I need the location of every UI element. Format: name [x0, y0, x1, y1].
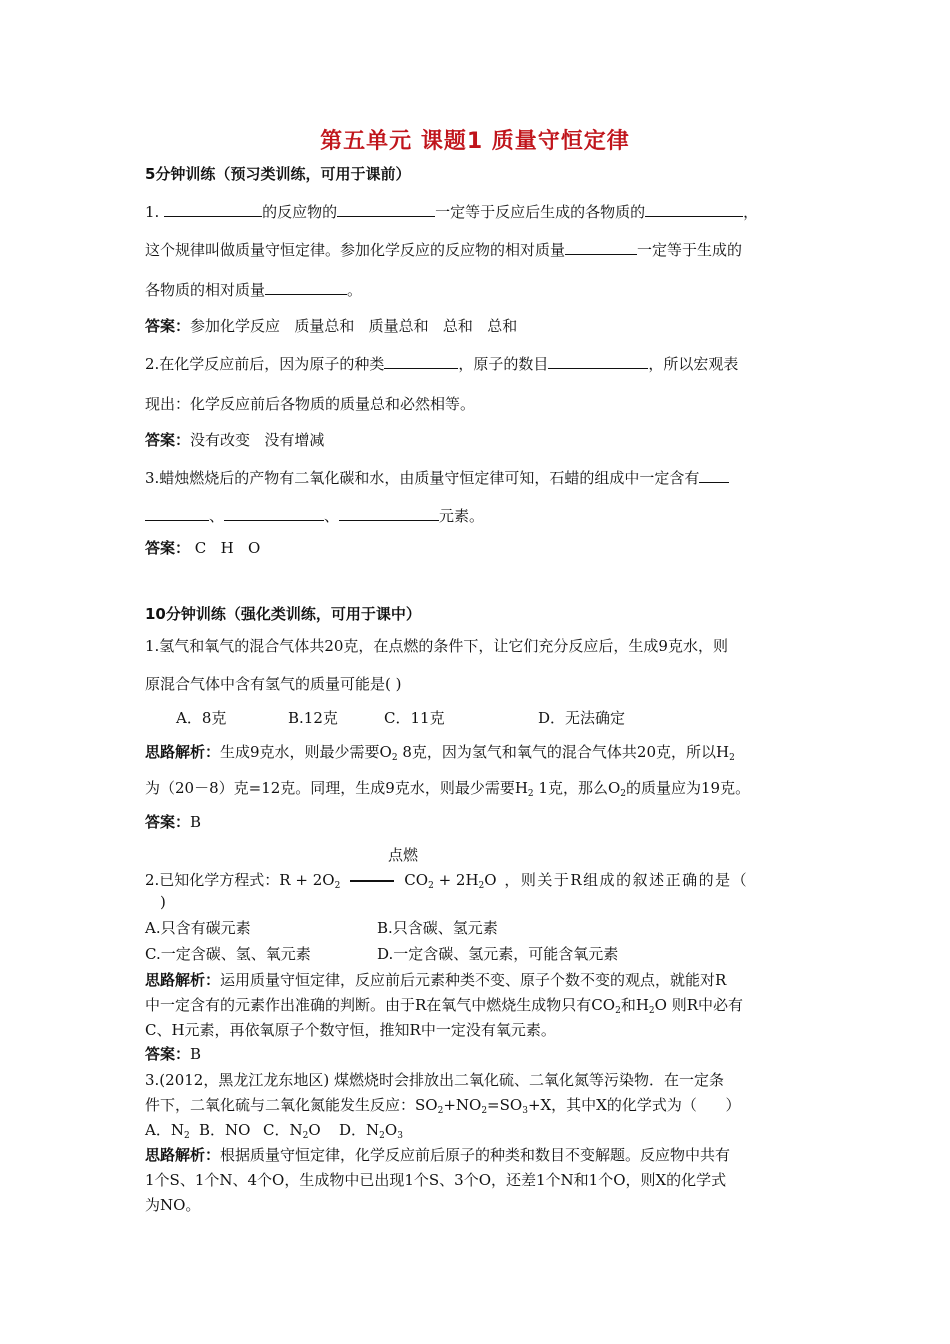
q1-text-2b: 一定等于生成的 — [637, 241, 743, 259]
subscript: 2 — [379, 1131, 385, 1141]
q1-answer — [145, 316, 517, 336]
s2q2-options-cd — [145, 944, 618, 964]
s2q3-analysis-3: 为NO。 — [145, 1196, 201, 1214]
option-c: C．11克 — [384, 709, 445, 727]
analysis-text: 运用质量守恒定律，反应前后元素种类不变、原子个数不变的观点，就能对R — [220, 971, 727, 989]
blank — [145, 506, 209, 521]
s2q2-equation-line — [145, 870, 748, 896]
option-a — [145, 1120, 199, 1146]
q1-line-3 — [145, 280, 362, 300]
q2-line-1 — [145, 354, 738, 374]
q1-text-d: ， — [743, 203, 759, 221]
equation-arrow — [350, 880, 394, 882]
subscript: 2 — [391, 753, 398, 763]
subscript: 3 — [522, 1106, 528, 1116]
option-text: D．N — [339, 1121, 380, 1139]
blank — [339, 506, 439, 521]
subscript: 2 — [481, 1106, 488, 1116]
subscript: 2 — [478, 881, 485, 891]
blank — [337, 202, 435, 217]
analysis-text: 8克，因为氢气和氧气的混合气体共20克，所以H — [397, 743, 730, 761]
subscript: 2 — [729, 753, 735, 763]
q2-answer — [145, 430, 324, 450]
option-b: B．NO — [199, 1121, 251, 1139]
q1-line-2 — [145, 240, 742, 260]
q1-text — [145, 202, 758, 222]
blank — [645, 202, 743, 217]
question-text: =SO — [487, 1096, 523, 1114]
s2q3-line-2 — [145, 1095, 740, 1121]
blank — [384, 354, 458, 369]
subscript: 2 — [334, 881, 341, 891]
q1-text-3a: 各物质的相对质量 — [145, 281, 266, 299]
blank — [699, 468, 729, 483]
answer-label: 答案： — [145, 1045, 191, 1063]
answer-label: 答案： — [145, 431, 191, 449]
equation-text: O ，则关于R组成的叙述正确的是（ — [484, 871, 749, 889]
s2q1-analysis-1 — [145, 742, 735, 768]
option-text: C．N — [263, 1121, 303, 1139]
option-b: B.12克 — [288, 709, 338, 727]
q1-number: 1. — [145, 203, 165, 221]
s2q1-line-2: 原混合气体中含有氢气的质量可能是( ) — [145, 675, 402, 693]
subscript: 2 — [648, 1006, 655, 1016]
answer-text: B — [190, 1045, 202, 1063]
s2q2-analysis-3: C、H元素，再依氧原子个数守恒，推知R中一定没有氧元素。 — [145, 1021, 556, 1039]
subscript: 2 — [527, 789, 534, 799]
s2q3-line-1: 3.(2012，黑龙江龙东地区) 煤燃烧时会排放出二氧化硫、二氧化氮等污染物．在一定条 — [145, 1071, 724, 1089]
s2q1-options — [176, 708, 625, 728]
subscript: 2 — [620, 789, 626, 799]
s2q1-line-1: 1.氢气和氧气的混合气体共20克，在点燃的条件下，让它们充分反应后，生成9克水，则 — [145, 637, 728, 655]
blank — [565, 240, 637, 255]
page-title: 第五单元 课题1 质量守恒定律 — [320, 129, 630, 154]
subscript: 3 — [397, 1131, 403, 1141]
blank — [224, 506, 324, 521]
option-c — [263, 1120, 339, 1146]
option-text: O — [308, 1121, 321, 1139]
analysis-text: 的质量应为19克。 — [626, 779, 751, 797]
s2q2-analysis-1 — [145, 970, 726, 990]
q3-line-2 — [145, 506, 484, 526]
reaction-condition: 点燃 — [388, 846, 419, 864]
blank — [164, 202, 262, 217]
s2q3-analysis-1 — [145, 1145, 730, 1165]
option-b: B.只含碳、氢元素 — [377, 919, 498, 937]
s2q3-analysis-2: 1个S、1个N、4个O，生成物中已出现1个S、3个O，还差1个N和1个O，则X的化学式 — [145, 1171, 727, 1189]
q2-text-b: ，原子的数目 — [458, 355, 549, 373]
q1-text-3b: 。 — [347, 281, 363, 299]
option-text: A．N — [145, 1121, 184, 1139]
analysis-text: O 则R中必有 — [654, 996, 744, 1014]
equation-text: 2.已知化学方程式：R + 2O — [145, 871, 335, 889]
blank — [548, 354, 648, 369]
subscript: 2 — [437, 1106, 444, 1116]
q1-text-b: 的反应物的 — [262, 203, 338, 221]
subscript: 2 — [615, 1006, 621, 1016]
subscript: 2 — [428, 881, 434, 891]
s2q2-options-ab — [145, 918, 498, 938]
analysis-text: 为（20－8）克=12克。同理，生成9克水，则最少需要H — [145, 779, 528, 797]
s2q1-analysis-2 — [145, 778, 750, 804]
s2q2-answer — [145, 1044, 201, 1064]
s2q3-options — [145, 1120, 403, 1146]
answer-text: 参加化学反应 质量总和 质量总和 总和 总和 — [190, 317, 518, 335]
blank — [265, 280, 347, 295]
section-heading-10min: 10分钟训练（强化类训练，可用于课中） — [145, 605, 421, 623]
q2-text-c: ，所以宏观表 — [648, 355, 739, 373]
option-text: O — [384, 1121, 398, 1139]
answer-text: B — [190, 813, 202, 831]
analysis-label: 思路解析： — [145, 971, 221, 989]
analysis-text: 1克，那么O — [533, 779, 621, 797]
option-c: C.一定含碳、氢、氧元素 — [145, 945, 311, 963]
s2q2-analysis-2 — [145, 995, 743, 1021]
analysis-text: 和H — [620, 996, 649, 1014]
q3-line-1 — [145, 468, 729, 488]
question-text: +X，其中X的化学式为（ ） — [527, 1096, 741, 1114]
question-text: +NO — [443, 1096, 482, 1114]
q3-sep-b: 、 — [324, 507, 340, 525]
equation-text: + 2H — [433, 871, 479, 889]
q3-sep-a: 、 — [209, 507, 225, 525]
subscript: 2 — [302, 1131, 309, 1141]
analysis-text: 中一定含有的元素作出准确的判断。由于R在氧气中燃烧生成物只有CO — [145, 996, 616, 1014]
q2-text-a: 2.在化学反应前后，因为原子的种类 — [145, 355, 385, 373]
q3-text-end: 元素。 — [439, 507, 485, 525]
subscript: 2 — [183, 1131, 190, 1141]
q1-text-c: 一定等于反应后生成的各物质的 — [435, 203, 646, 221]
answer-text: C H O — [190, 539, 261, 557]
question-text: 件下，二氧化硫与二氧化氮能发生反应：SO — [145, 1096, 438, 1114]
q1-text-2a: 这个规律叫做质量守恒定律。参加化学反应的反应物的相对质量 — [145, 241, 566, 259]
section-heading-5min: 5分钟训练（预习类训练，可用于课前） — [145, 165, 411, 183]
q1-line-1 — [145, 202, 807, 222]
q2-line-2: 现出：化学反应前后各物质的质量总和必然相等。 — [145, 395, 476, 413]
option-d: D.一定含碳、氢元素，可能含氧元素 — [377, 945, 619, 963]
answer-label: 答案： — [145, 317, 191, 335]
answer-label: 答案： — [145, 813, 191, 831]
answer-text: 没有改变 没有增减 — [190, 431, 325, 449]
analysis-text: 生成9克水，则最少需要O — [220, 743, 392, 761]
s2q2-line-2: ) — [160, 893, 166, 911]
q3-answer — [145, 538, 260, 558]
s2q1-answer — [145, 812, 201, 832]
q3-text: 3.蜡烛燃烧后的产物有二氧化碳和水，由质量守恒定律可知，石蜡的组成中一定含有 — [145, 469, 700, 487]
option-a: A.只含有碳元素 — [145, 919, 251, 937]
equation-text: CO — [404, 871, 429, 889]
answer-label: 答案： — [145, 539, 191, 557]
analysis-text: 根据质量守恒定律，化学反应前后原子的种类和数目不变解题。反应物中共有 — [220, 1146, 731, 1164]
option-d: D．无法确定 — [538, 709, 626, 727]
option-a: A．8克 — [176, 709, 227, 727]
analysis-label: 思路解析： — [145, 743, 221, 761]
analysis-label: 思路解析： — [145, 1146, 221, 1164]
option-d — [339, 1120, 403, 1146]
